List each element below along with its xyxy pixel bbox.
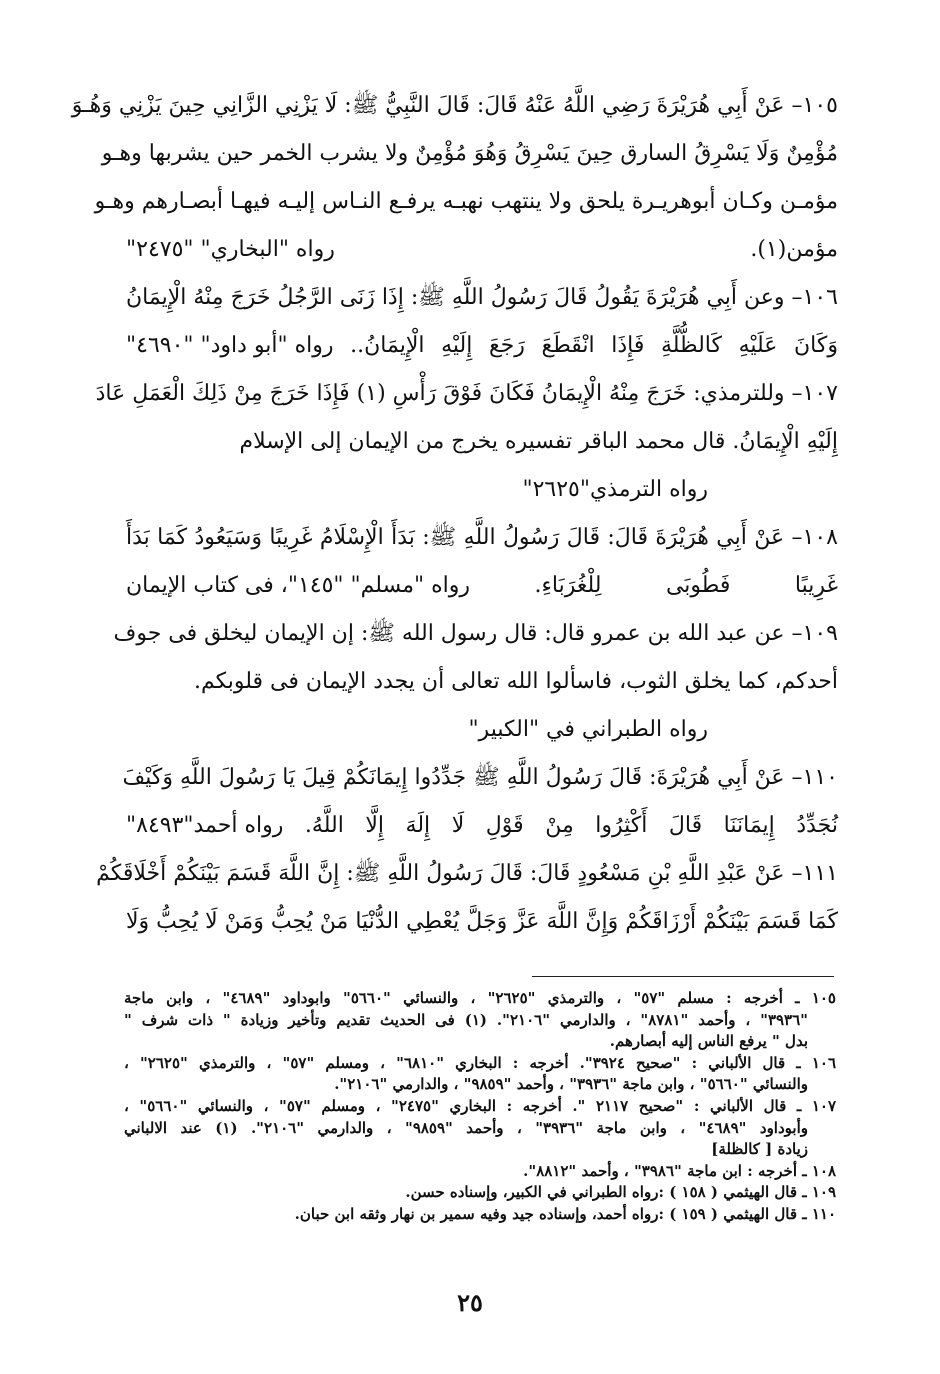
hadith-106-end: وَكَانَ عَلَيْهِ كَالظُّلَّةِ فَإِذَا انْقَطَعَ رَجَعَ إِلَيْهِ الْإِيمَانُ.. — [350, 333, 838, 358]
footnote-106-line-1: ١٠٦ ـ قال الألباني : "صحيح ٣٩٢٤". أخرجه : البخاري "٦٨١٠" ، ومسلم "٥٧" ، والترمذي "٢٦٢٥" ، — [124, 1053, 836, 1072]
page-number: ٢٥ — [457, 1288, 483, 1317]
source-109-line — [126, 706, 838, 754]
footnote-divider — [532, 976, 834, 977]
source-107: رواه الترمذي"٢٦٢٥" — [522, 477, 708, 502]
hadith-105-end: مؤمن(١). — [750, 237, 838, 262]
hadith-107-line-2: إِلَيْهِ الْإِيمَانُ. قال محمد الباقر تفسيره يخرج من الإيمان إلى الإسلام — [239, 429, 838, 454]
source-110: رواه أحمد"٨٤٩٣" — [126, 813, 284, 838]
hadith-110-end: نُجَدِّدُ إِيمَانَنَا قَالَ أَكْثِرُوا مِنْ قَوْلِ لَا إِلَهَ إِلَّا اللَّهُ. — [304, 813, 838, 838]
hadith-105-line-4 — [126, 226, 838, 274]
hadith-109-line-2: أحدكم، كما يخلق الثوب، فاسألوا الله تعالى أن يجدد الإيمان فى قلوبكم. — [193, 669, 838, 694]
footnote-106-line-2: والنسائي "٥٦٦٠" ، وابن ماجة "٣٩٣٦" ، وأحمد "٩٨٥٩" ، والدارمي "٢١٠٦". — [334, 1075, 808, 1094]
footnote-107-line-2: وأبوداود "٤٦٨٩" ، وابن ماجة "٣٩٣٦" ، وأحمد "٩٨٥٩" ، والدارمي "٢١٠٦". (١) عند الالباني — [124, 1118, 808, 1137]
footnote-107-line-1: ١٠٧ ـ قال الألباني : "صحيح ٢١١٧ ". أخرجه : البخاري "٢٤٧٥" ، ومسلم "٥٧" ، والنسائي "٥٦٦٠" ، — [124, 1096, 836, 1115]
source-107-line — [126, 466, 838, 514]
hadith-text — [71, 82, 839, 946]
hadith-105-line-2: مُؤْمِنٌ وَلَا يَسْرِقُ السارق حِينَ يَسْرِقُ وَهُوَ مُؤْمِنٌ ولا يشرب الخمر حين يشربها وهـو — [101, 141, 838, 166]
hadith-107-line-1: ١٠٧– وللترمذي: خَرَجَ مِنْهُ الْإِيمَانُ فَكَانَ فَوْقَ رَأْسِ (١) فَإِذَا خَرَجَ مِنْ ذَلِكَ الْعَمَلِ عَادَ — [95, 381, 838, 406]
footnote-107-line-3: زيادة [ كالظلة] — [711, 1140, 808, 1159]
source-106: رواه "أبو داود" "٤٦٩٠" — [126, 333, 334, 358]
hadith-105-line-1: ١٠٥– عَنْ أَبِي هُرَيْرَةَ رَضِي اللَّهُ عَنْهُ قَالَ: قَالَ النَّبِيُّ ﷺ: لَا يَزْنِي الزَّانِي حِينَ يَزْنِي وَهُـوَ — [71, 93, 838, 118]
footnote-109: ١٠٩ ـ قال الهيثمي ( ١٥٨ ) :رواه الطبراني في الكبير، وإسناده حسن. — [405, 1183, 836, 1202]
hadith-108-line-1: ١٠٨– عَنْ أَبِي هُرَيْرَةَ قَالَ: قَالَ رَسُولُ اللَّهِ ﷺ: بَدَأَ الْإِسْلَامُ غَرِيبًا وَسَيَعُودُ كَمَا بَدَأَ — [126, 525, 838, 550]
footnote-110: ١١٠ ـ قال الهيثمي ( ١٥٩ ) :رواه أحمد، وإسناده جيد وفيه سمير بن نهار وثقه ابن حبان. — [294, 1204, 836, 1223]
hadith-110-line-2 — [126, 802, 838, 850]
hadith-105-line-3: مؤمـن وكـان أبوهريـرة يلحق ولا ينتهب نهبـه يرفـع النـاس إليـه فيهـا أبصـارهم وهـو — [94, 189, 838, 214]
hadith-106-line-1: ١٠٦– وعن أَبِي هُرَيْرَةَ يَقُولُ قَالَ رَسُولُ اللَّهِ ﷺ: إِذَا زَنَى الرَّجُلُ خَرَجَ مِنْهُ الْإِيمَانُ — [126, 285, 838, 310]
footnote-105-line-3: بدل " يرفع الناس إليه أبصارهم. — [609, 1032, 808, 1051]
source-105: رواه "البخاري" "٢٤٧٥" — [126, 237, 335, 262]
source-108: رواه "مسلم" "١٤٥"، فى كتاب الإيمان — [126, 573, 470, 598]
hadith-108-line-2 — [126, 562, 838, 610]
hadith-111-line-1: ١١١– عَنْ عَبْدِ اللَّهِ بْنِ مَسْعُودٍ قَالَ: قَالَ رَسُولُ اللَّهِ ﷺ: إِنَّ اللَّهَ قَسَمَ بَيْنَكُمْ أَخْلَاقَكُمْ — [96, 861, 838, 886]
footnote-105-line-1: ١٠٥ ـ أخرجه : مسلم "٥٧" ، والترمذي "٢٦٢٥" ، والنسائي "٥٦٦٠" وابوداود "٤٦٨٩" ، وابن ماجة — [124, 989, 836, 1007]
footnote-105-line-2: "٣٩٣٦" ، وأحمد "٨٧٨١" ، والدارمي "٢١٠٦". (١) فى الحديث تقديم وتأخير وزيادة " ذات شرف " — [124, 1010, 808, 1029]
footnote-108: ١٠٨ ـ أخرجه : ابن ماجة "٣٩٨٦" ، وأحمد "٨٨١٢". — [523, 1161, 836, 1180]
hadith-106-line-2 — [126, 322, 838, 370]
hadith-110-line-1: ١١٠– عَنْ أَبِي هُرَيْرَةَ: قَالَ رَسُولُ اللَّهِ ﷺ جَدِّدُوا إِيمَانَكُمْ قِيلَ يَا رَسُولَ اللَّهِ وَكَيْفَ — [122, 765, 838, 790]
hadith-111-line-2: كَمَا قَسَمَ بَيْنَكُمْ أَرْزَاقَكُمْ وَإِنَّ اللَّهَ عَزَّ وَجَلَّ يُعْطِي الدُّنْيَا مَنْ يُحِبُّ وَمَنْ لَا يُحِبُّ وَلَا — [126, 909, 838, 934]
hadith-108-end: غَرِيبًا فَطُوبَى لِلْغُرَبَاءِ. — [534, 573, 839, 598]
hadith-109-line-1: ١٠٩– عن عبد الله بن عمرو قال: قال رسول الله ﷺ: إن الإيمان ليخلق فى جوف — [113, 621, 838, 646]
source-109: رواه الطبراني في "الكبير" — [468, 717, 708, 742]
footnotes — [124, 988, 836, 1226]
